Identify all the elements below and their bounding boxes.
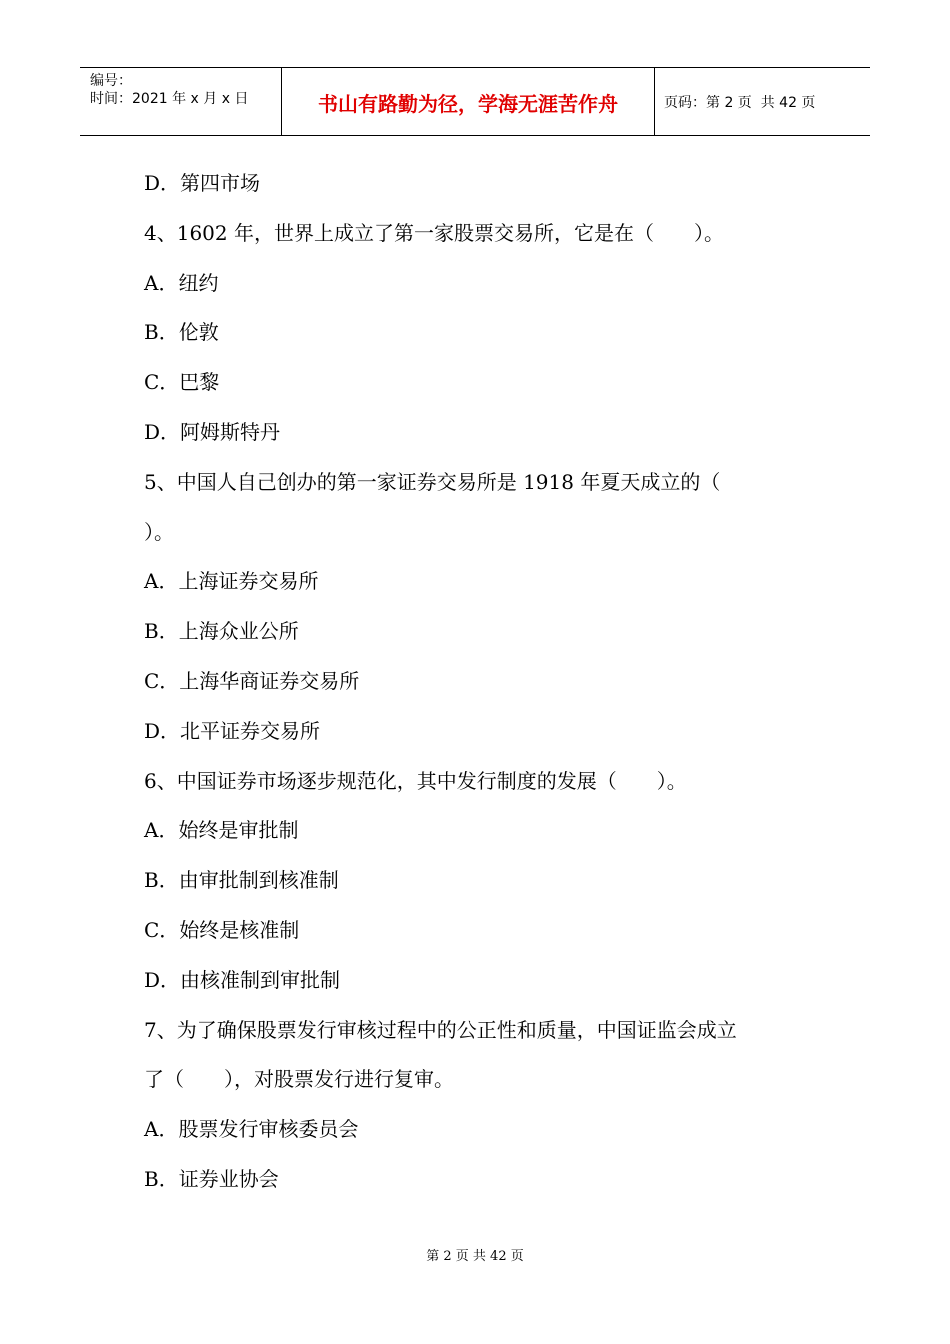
page-header [80,67,870,136]
question-text: 7、为了确保股票发行审核过程中的公正性和质量，中国证监会成立 [144,1017,737,1042]
option-text: B．伦敦 [144,320,219,345]
serial-label: 编号： [90,73,132,89]
option-text: D．阿姆斯特丹 [144,419,281,444]
option-text: C．巴黎 [144,370,220,395]
document-body [144,164,824,1210]
option-text: B．由审批制到核准制 [144,868,339,893]
option-text: A．始终是审批制 [144,818,299,843]
question-text: ）。 [144,519,174,544]
date-label: 时间：2021 年 x 月 x 日 [90,91,249,107]
question-text: 5、中国人自己创办的第一家证券交易所是 1918 年夏天成立的（ [144,469,721,494]
question-text: 6、中国证券市场逐步规范化，其中发行制度的发展（ ）。 [144,768,687,793]
page-info-text: 页码：第 2 页 共 42 页 [664,94,816,111]
option-text: D．北平证券交易所 [144,718,321,743]
option-text: A．纽约 [144,270,219,295]
header-meta [80,68,282,135]
question-text: 4、1602 年，世界上成立了第一家股票交易所，它是在（ ）。 [144,220,724,245]
page-footer: 第 2 页 共 42 页 [426,1249,524,1264]
header-motto: 书山有路勤为径，学海无涯苦作舟 [282,68,655,135]
option-text: A．股票发行审核委员会 [144,1117,359,1142]
option-text: B．证券业协会 [144,1166,279,1191]
option-text: C．始终是核准制 [144,917,300,942]
option-text: C．上海华商证券交易所 [144,668,360,693]
question-text: 了（ ），对股票发行进行复审。 [144,1067,454,1092]
text-line: D．第四市场 [144,171,261,195]
option-text: D．由核准制到审批制 [144,967,341,992]
header-page-info [655,68,870,135]
option-text: A．上海证券交易所 [144,569,319,594]
option-text: B．上海众业公所 [144,619,299,644]
